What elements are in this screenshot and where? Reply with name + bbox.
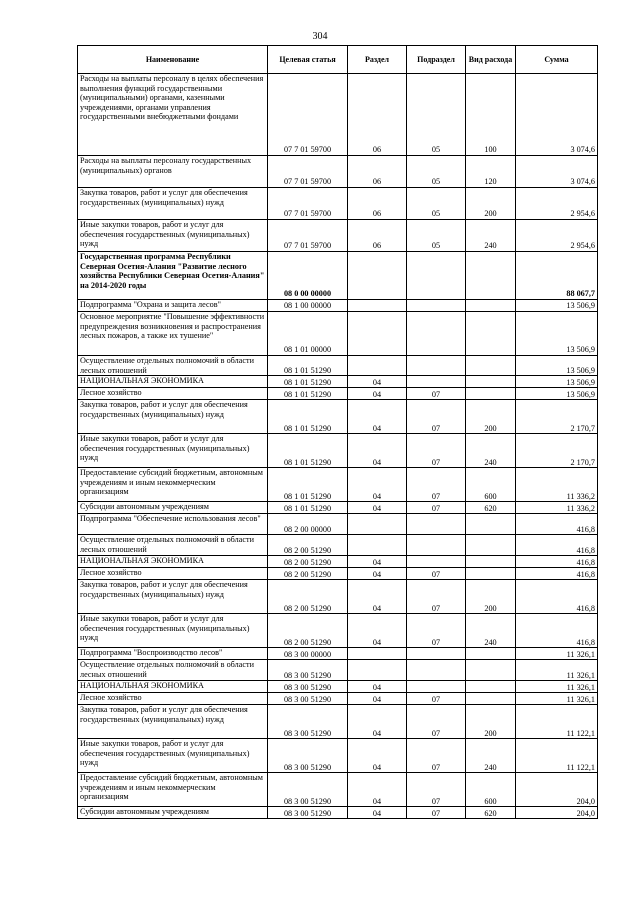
row-section: 04 — [348, 681, 407, 693]
row-expense-type: 240 — [466, 434, 516, 468]
row-target-code: 08 2 00 51290 — [268, 614, 348, 648]
row-section: 04 — [348, 773, 407, 807]
table-row — [78, 356, 598, 376]
row-expense-type: 100 — [466, 74, 516, 156]
row-amount: 11 336,2 — [516, 468, 598, 502]
row-amount: 416,8 — [516, 556, 598, 568]
row-target-code: 07 7 01 59700 — [268, 156, 348, 188]
row-section: 04 — [348, 556, 407, 568]
row-subsection: 07 — [407, 468, 466, 502]
row-section: 04 — [348, 434, 407, 468]
row-name: Расходы на выплаты персоналу в целях обеспечения выполнения функций государственными (муниципальными) органами, казенными учреждениями, органами управления государственными внебюджетными фондами — [78, 74, 268, 156]
row-name: Осуществление отдельных полномочий в области лесных отношений — [78, 356, 268, 376]
row-expense-type — [466, 252, 516, 300]
row-name: Основное мероприятие "Повышение эффективности предупреждения возникновения и распространения лесных пожаров, а также их тушение" — [78, 312, 268, 356]
row-name: Закупка товаров, работ и услуг для обеспечения государственных (муниципальных) нужд — [78, 705, 268, 739]
table-row — [78, 188, 598, 220]
row-expense-type: 200 — [466, 188, 516, 220]
row-subsection: 07 — [407, 773, 466, 807]
row-amount: 13 506,9 — [516, 300, 598, 312]
row-section: 04 — [348, 807, 407, 819]
row-expense-type: 120 — [466, 156, 516, 188]
row-name: Подпрограмма "Обеспечение использования лесов" — [78, 514, 268, 535]
row-name: Государственная программа Республики Северная Осетия-Алания "Развитие лесного хозяйства Республики Северная Осетия-Алания" на 2014-2020 годы — [78, 252, 268, 300]
table-row — [78, 434, 598, 468]
row-amount: 3 074,6 — [516, 74, 598, 156]
row-expense-type — [466, 660, 516, 681]
row-target-code: 08 3 00 51290 — [268, 660, 348, 681]
row-target-code: 08 3 00 51290 — [268, 773, 348, 807]
table-row — [78, 312, 598, 356]
row-name: Лесное хозяйство — [78, 693, 268, 705]
row-name: Иные закупки товаров, работ и услуг для обеспечения государственных (муниципальных) нужд — [78, 220, 268, 252]
row-target-code: 08 1 01 51290 — [268, 434, 348, 468]
row-subsection: 07 — [407, 400, 466, 434]
table-row — [78, 388, 598, 400]
row-subsection — [407, 681, 466, 693]
row-target-code: 08 1 01 51290 — [268, 356, 348, 376]
table-row — [78, 681, 598, 693]
row-subsection: 07 — [407, 502, 466, 514]
row-target-code: 08 1 01 51290 — [268, 376, 348, 388]
row-section: 06 — [348, 220, 407, 252]
row-amount: 416,8 — [516, 614, 598, 648]
row-target-code: 08 2 00 51290 — [268, 535, 348, 556]
row-subsection: 07 — [407, 568, 466, 580]
table-row — [78, 220, 598, 252]
table-row — [78, 514, 598, 535]
row-amount: 204,0 — [516, 773, 598, 807]
row-amount: 416,8 — [516, 535, 598, 556]
row-name: Подпрограмма "Охрана и защита лесов" — [78, 300, 268, 312]
row-target-code: 08 3 00 51290 — [268, 681, 348, 693]
row-subsection: 07 — [407, 739, 466, 773]
table-row — [78, 580, 598, 614]
row-section: 04 — [348, 705, 407, 739]
row-section: 04 — [348, 468, 407, 502]
row-expense-type — [466, 514, 516, 535]
row-section: 04 — [348, 580, 407, 614]
table-row — [78, 807, 598, 819]
header-target: Целевая статья — [268, 46, 348, 74]
row-section: 04 — [348, 502, 407, 514]
row-subsection: 07 — [407, 580, 466, 614]
row-target-code: 08 3 00 51290 — [268, 807, 348, 819]
header-name: Наименование — [78, 46, 268, 74]
header-section: Раздел — [348, 46, 407, 74]
row-amount: 416,8 — [516, 514, 598, 535]
row-section — [348, 660, 407, 681]
row-subsection: 07 — [407, 807, 466, 819]
row-target-code: 08 2 00 51290 — [268, 556, 348, 568]
row-name: Субсидии автономным учреждениям — [78, 502, 268, 514]
row-expense-type: 620 — [466, 807, 516, 819]
row-subsection — [407, 356, 466, 376]
row-section — [348, 535, 407, 556]
row-name: Лесное хозяйство — [78, 568, 268, 580]
row-section — [348, 312, 407, 356]
row-amount: 13 506,9 — [516, 356, 598, 376]
row-expense-type — [466, 568, 516, 580]
row-amount: 11 336,2 — [516, 502, 598, 514]
table-row — [78, 156, 598, 188]
row-subsection: 05 — [407, 74, 466, 156]
row-target-code: 08 2 00 51290 — [268, 568, 348, 580]
row-name: НАЦИОНАЛЬНАЯ ЭКОНОМИКА — [78, 376, 268, 388]
row-amount: 3 074,6 — [516, 156, 598, 188]
row-section: 04 — [348, 614, 407, 648]
row-amount: 204,0 — [516, 807, 598, 819]
row-target-code: 08 1 01 00000 — [268, 312, 348, 356]
row-subsection: 07 — [407, 388, 466, 400]
row-section: 04 — [348, 739, 407, 773]
row-name: Предоставление субсидий бюджетным, автономным учреждениям и иным некоммерческим организациям — [78, 773, 268, 807]
table-row — [78, 705, 598, 739]
row-section — [348, 252, 407, 300]
row-subsection — [407, 252, 466, 300]
table-row — [78, 74, 598, 156]
row-amount: 13 506,9 — [516, 312, 598, 356]
row-target-code: 08 1 01 51290 — [268, 502, 348, 514]
row-expense-type: 620 — [466, 502, 516, 514]
row-subsection — [407, 312, 466, 356]
row-target-code: 08 1 01 51290 — [268, 468, 348, 502]
row-expense-type: 200 — [466, 580, 516, 614]
header-expense-type: Вид расхода — [466, 46, 516, 74]
row-target-code: 08 3 00 51290 — [268, 693, 348, 705]
row-amount: 88 067,7 — [516, 252, 598, 300]
row-section — [348, 514, 407, 535]
row-name: Лесное хозяйство — [78, 388, 268, 400]
table-row — [78, 468, 598, 502]
row-amount: 11 122,1 — [516, 705, 598, 739]
header-amount: Сумма — [516, 46, 598, 74]
budget-table — [77, 45, 598, 819]
row-amount: 2 954,6 — [516, 220, 598, 252]
row-name: Закупка товаров, работ и услуг для обеспечения государственных (муниципальных) нужд — [78, 400, 268, 434]
row-section: 04 — [348, 376, 407, 388]
row-expense-type — [466, 376, 516, 388]
row-target-code: 08 3 00 00000 — [268, 648, 348, 660]
row-name: Осуществление отдельных полномочий в области лесных отношений — [78, 535, 268, 556]
row-name: Субсидии автономным учреждениям — [78, 807, 268, 819]
row-section — [348, 648, 407, 660]
row-subsection — [407, 376, 466, 388]
row-section: 04 — [348, 693, 407, 705]
row-expense-type — [466, 681, 516, 693]
row-amount: 416,8 — [516, 580, 598, 614]
row-expense-type — [466, 388, 516, 400]
row-section: 06 — [348, 156, 407, 188]
table-row — [78, 252, 598, 300]
row-expense-type — [466, 356, 516, 376]
row-expense-type — [466, 312, 516, 356]
row-name: НАЦИОНАЛЬНАЯ ЭКОНОМИКА — [78, 556, 268, 568]
table-row — [78, 568, 598, 580]
row-expense-type — [466, 556, 516, 568]
row-amount: 11 326,1 — [516, 660, 598, 681]
row-subsection — [407, 660, 466, 681]
row-section: 06 — [348, 188, 407, 220]
row-expense-type: 200 — [466, 705, 516, 739]
table-row — [78, 660, 598, 681]
row-expense-type: 240 — [466, 739, 516, 773]
row-amount: 2 170,7 — [516, 400, 598, 434]
row-target-code: 07 7 01 59700 — [268, 188, 348, 220]
row-expense-type — [466, 535, 516, 556]
row-expense-type: 200 — [466, 400, 516, 434]
row-name: Расходы на выплаты персоналу государственных (муниципальных) органов — [78, 156, 268, 188]
row-expense-type — [466, 693, 516, 705]
row-section — [348, 356, 407, 376]
table-row — [78, 400, 598, 434]
row-subsection: 07 — [407, 614, 466, 648]
row-target-code: 08 3 00 51290 — [268, 739, 348, 773]
table-row — [78, 300, 598, 312]
row-name: Осуществление отдельных полномочий в области лесных отношений — [78, 660, 268, 681]
row-target-code: 08 2 00 00000 — [268, 514, 348, 535]
row-amount: 2 170,7 — [516, 434, 598, 468]
row-section: 04 — [348, 400, 407, 434]
header-subsection: Подраздел — [407, 46, 466, 74]
table-body — [78, 74, 598, 819]
row-subsection: 07 — [407, 693, 466, 705]
row-amount: 11 326,1 — [516, 681, 598, 693]
table-row — [78, 693, 598, 705]
row-expense-type: 600 — [466, 773, 516, 807]
row-amount: 11 326,1 — [516, 648, 598, 660]
row-amount: 11 122,1 — [516, 739, 598, 773]
row-expense-type — [466, 300, 516, 312]
row-target-code: 08 1 01 51290 — [268, 388, 348, 400]
row-section — [348, 300, 407, 312]
row-expense-type: 240 — [466, 220, 516, 252]
row-subsection — [407, 514, 466, 535]
row-section: 06 — [348, 74, 407, 156]
row-subsection — [407, 556, 466, 568]
row-target-code: 08 1 01 51290 — [268, 400, 348, 434]
row-amount: 2 954,6 — [516, 188, 598, 220]
row-expense-type: 240 — [466, 614, 516, 648]
table-row — [78, 502, 598, 514]
row-target-code: 08 2 00 51290 — [268, 580, 348, 614]
row-target-code: 08 1 00 00000 — [268, 300, 348, 312]
row-subsection: 05 — [407, 156, 466, 188]
table-row — [78, 614, 598, 648]
row-amount: 416,8 — [516, 568, 598, 580]
row-amount: 13 506,9 — [516, 388, 598, 400]
table-row — [78, 739, 598, 773]
row-subsection: 07 — [407, 434, 466, 468]
row-amount: 13 506,9 — [516, 376, 598, 388]
table-row — [78, 648, 598, 660]
row-expense-type — [466, 648, 516, 660]
row-target-code: 08 0 00 00000 — [268, 252, 348, 300]
row-subsection: 05 — [407, 188, 466, 220]
row-subsection: 05 — [407, 220, 466, 252]
row-subsection — [407, 535, 466, 556]
row-name: Предоставление субсидий бюджетным, автономным учреждениям и иным некоммерческим организациям — [78, 468, 268, 502]
row-name: Иные закупки товаров, работ и услуг для обеспечения государственных (муниципальных) нужд — [78, 614, 268, 648]
row-subsection: 07 — [407, 705, 466, 739]
row-name: НАЦИОНАЛЬНАЯ ЭКОНОМИКА — [78, 681, 268, 693]
row-subsection — [407, 300, 466, 312]
row-name: Подпрограмма "Воспроизводство лесов" — [78, 648, 268, 660]
row-amount: 11 326,1 — [516, 693, 598, 705]
row-name: Иные закупки товаров, работ и услуг для обеспечения государственных (муниципальных) нужд — [78, 434, 268, 468]
row-expense-type: 600 — [466, 468, 516, 502]
row-target-code: 07 7 01 59700 — [268, 74, 348, 156]
row-name: Закупка товаров, работ и услуг для обеспечения государственных (муниципальных) нужд — [78, 580, 268, 614]
table-row — [78, 773, 598, 807]
table-row — [78, 556, 598, 568]
row-section: 04 — [348, 388, 407, 400]
row-subsection — [407, 648, 466, 660]
page-number: 304 — [312, 31, 328, 42]
row-target-code: 07 7 01 59700 — [268, 220, 348, 252]
table-row — [78, 535, 598, 556]
table-row — [78, 376, 598, 388]
row-target-code: 08 3 00 51290 — [268, 705, 348, 739]
row-section: 04 — [348, 568, 407, 580]
row-name: Иные закупки товаров, работ и услуг для обеспечения государственных (муниципальных) нужд — [78, 739, 268, 773]
row-name: Закупка товаров, работ и услуг для обеспечения государственных (муниципальных) нужд — [78, 188, 268, 220]
table-header-row — [78, 46, 598, 74]
